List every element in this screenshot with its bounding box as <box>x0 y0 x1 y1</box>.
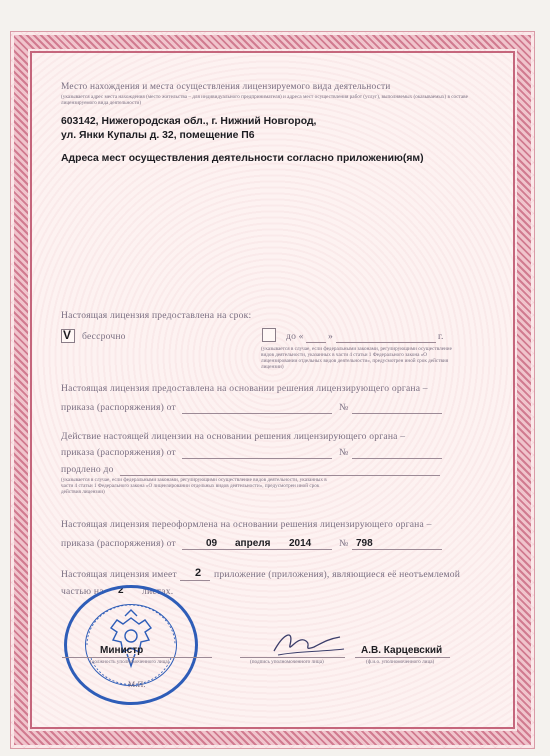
indefinite-checkbox[interactable] <box>61 329 75 343</box>
appendix-count: 2 <box>195 567 202 579</box>
basis-number-label: № <box>339 402 349 413</box>
extended-line <box>120 475 440 476</box>
until-month-line <box>336 342 436 343</box>
position-line <box>62 657 212 658</box>
name-note: (ф.и.о. уполномоченного лица) <box>366 659 435 665</box>
signature-line <box>240 657 345 658</box>
handwritten-signature <box>268 625 348 659</box>
until-year-suffix: г. <box>438 331 444 342</box>
signature-note: (подпись уполномоченного лица) <box>250 659 324 665</box>
extension-number-line <box>352 458 442 459</box>
reissue-month: апреля <box>235 538 271 549</box>
until-quote: » <box>328 331 333 342</box>
basis-date-line <box>182 413 332 414</box>
reissue-day: 09 <box>206 538 218 549</box>
reissue-label: Настоящая лицензия переоформлена на основании решения лицензирующего органа – <box>61 519 432 530</box>
position-note: (должность уполномоченного лица) <box>90 659 170 665</box>
appendix-line2-prefix: частью на <box>61 586 104 597</box>
extension-label: Действие настоящей лицензии на основании решения лицензирующего органа – <box>61 431 406 442</box>
address-note: (указывается адрес места нахождения (место жительства – для индивидуального предпринимателя) и адреса мест осуществления работ (услуг), выполняемых (оказываемых) в составе лицензируемого вида деятельности) <box>61 94 468 106</box>
appendix-pages: 2 <box>118 585 124 596</box>
addresses-per-appendix: Адреса мест осуществления деятельности согласно приложению(ям) <box>61 153 424 164</box>
address-line-1: 603142, Нижегородская обл., г. Нижний Новгород, <box>61 116 317 127</box>
basis-label: Настоящая лицензия предоставлена на основании решения лицензирующего органа – <box>61 383 428 394</box>
until-label: до « <box>286 331 304 342</box>
extension-order-label: приказа (распоряжения) от <box>61 447 176 458</box>
until-day-line <box>306 342 326 343</box>
reissue-year: 2014 <box>289 538 312 549</box>
reissue-number-label: № <box>339 538 349 549</box>
appendix-count-line <box>180 580 210 581</box>
extension-number-label: № <box>339 447 349 458</box>
check-mark: V <box>63 328 72 342</box>
basis-order-label: приказа (распоряжения) от <box>61 402 176 413</box>
basis-number-line <box>352 413 442 414</box>
reissue-number: 798 <box>356 538 373 549</box>
mp-label: М.П. <box>128 680 146 689</box>
appendix-suffix: приложение (приложения), являющиеся её неотъемлемой <box>214 569 461 580</box>
until-note: (указывается в случае, если федеральными законами, регулирующими осуществление видов деятельности, указанных в части 4 статьи 1 Федерального закона «О лицензировании отдельных видов деятельности», предусмотрен иной срок действия лицензии) <box>261 346 452 370</box>
name-line <box>355 657 450 658</box>
extended-note: (указывается в случае, если федеральными законами, регулирующими осуществление видов деятельности, указанных в части 4 статьи 1 Федерального закона «О лицензировании отдельных видов деятельности», предусмотрен иной срок действия лицензии) <box>61 477 327 495</box>
indefinite-label: бессрочно <box>82 331 126 342</box>
reissue-order-label: приказа (распоряжения) от <box>61 538 176 549</box>
extension-date-line <box>182 458 332 459</box>
reissue-number-line <box>352 549 442 550</box>
address-line-2: ул. Янки Купалы д. 32, помещение П6 <box>61 130 255 141</box>
appendix-line2-suffix: листах. <box>142 586 174 597</box>
address-label: Место нахождения и места осуществления лицензируемого вида деятельности <box>61 82 391 92</box>
until-date-checkbox[interactable] <box>262 328 276 342</box>
appendix-prefix: Настоящая лицензия имеет <box>61 569 177 580</box>
reissue-date-line <box>182 549 332 550</box>
signatory-name: А.В. Карцевский <box>361 645 443 656</box>
signatory-position: Министр <box>100 645 144 656</box>
extended-label: продлено до <box>61 464 114 475</box>
term-label: Настоящая лицензия предоставлена на срок: <box>61 310 252 321</box>
